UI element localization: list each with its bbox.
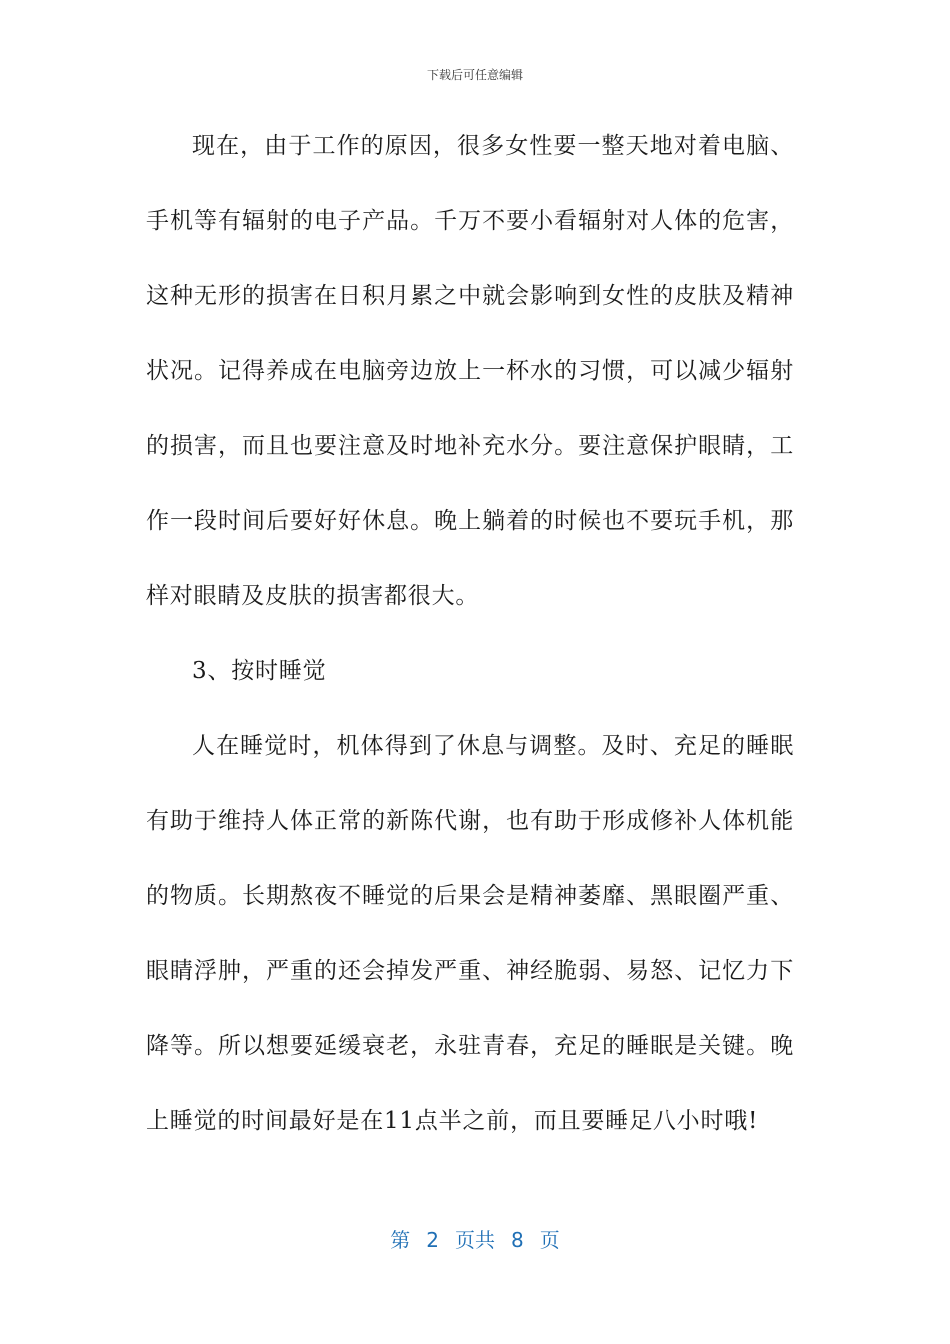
footer-middle: 页共: [455, 1228, 495, 1252]
footer-total-pages: 8: [511, 1228, 524, 1252]
page-footer: [0, 1224, 950, 1253]
paragraph-line: 作一段时间后要好好休息。晚上躺着的时候也不要玩手机，那: [146, 508, 794, 534]
paragraph-line: 的物质。长期熬夜不睡觉的后果会是精神萎靡、黑眼圈严重、: [146, 883, 794, 909]
paragraph-line: 人在睡觉时，机体得到了休息与调整。及时、充足的睡眠: [192, 733, 794, 759]
footer-suffix: 页: [539, 1228, 560, 1252]
footer-prefix: 第: [390, 1228, 411, 1252]
paragraph-line: 有助于维持人体正常的新陈代谢，也有助于形成修补人体机能: [146, 808, 794, 834]
paragraph-line: 样对眼睛及皮肤的损害都很大。: [146, 583, 480, 609]
paragraph-line: 眼睛浮肿，严重的还会掉发严重、神经脆弱、易怒、记忆力下: [146, 958, 794, 984]
paragraph-line: 这种无形的损害在日积月累之中就会影响到女性的皮肤及精神: [146, 283, 794, 309]
footer-page-number: 2: [426, 1228, 439, 1252]
paragraph-line: 手机等有辐射的电子产品。千万不要小看辐射对人体的危害，: [146, 208, 794, 234]
document-body: [146, 121, 794, 1171]
paragraph-line: 降等。所以想要延缓衰老，永驻青春，充足的睡眠是关键。晚: [146, 1033, 794, 1059]
paragraph-line: 现在，由于工作的原因，很多女性要一整天地对着电脑、: [192, 133, 794, 159]
page-header: 下载后可任意编辑: [426, 68, 523, 82]
paragraph-line: 上睡觉的时间最好是在11点半之前，而且要睡足八小时哦!: [146, 1108, 759, 1134]
paragraph-line: 的损害，而且也要注意及时地补充水分。要注意保护眼睛，工: [146, 433, 794, 459]
paragraph-line: 状况。记得养成在电脑旁边放上一杯水的习惯，可以减少辐射: [146, 358, 794, 384]
section-heading: 3、按时睡觉: [192, 658, 327, 684]
